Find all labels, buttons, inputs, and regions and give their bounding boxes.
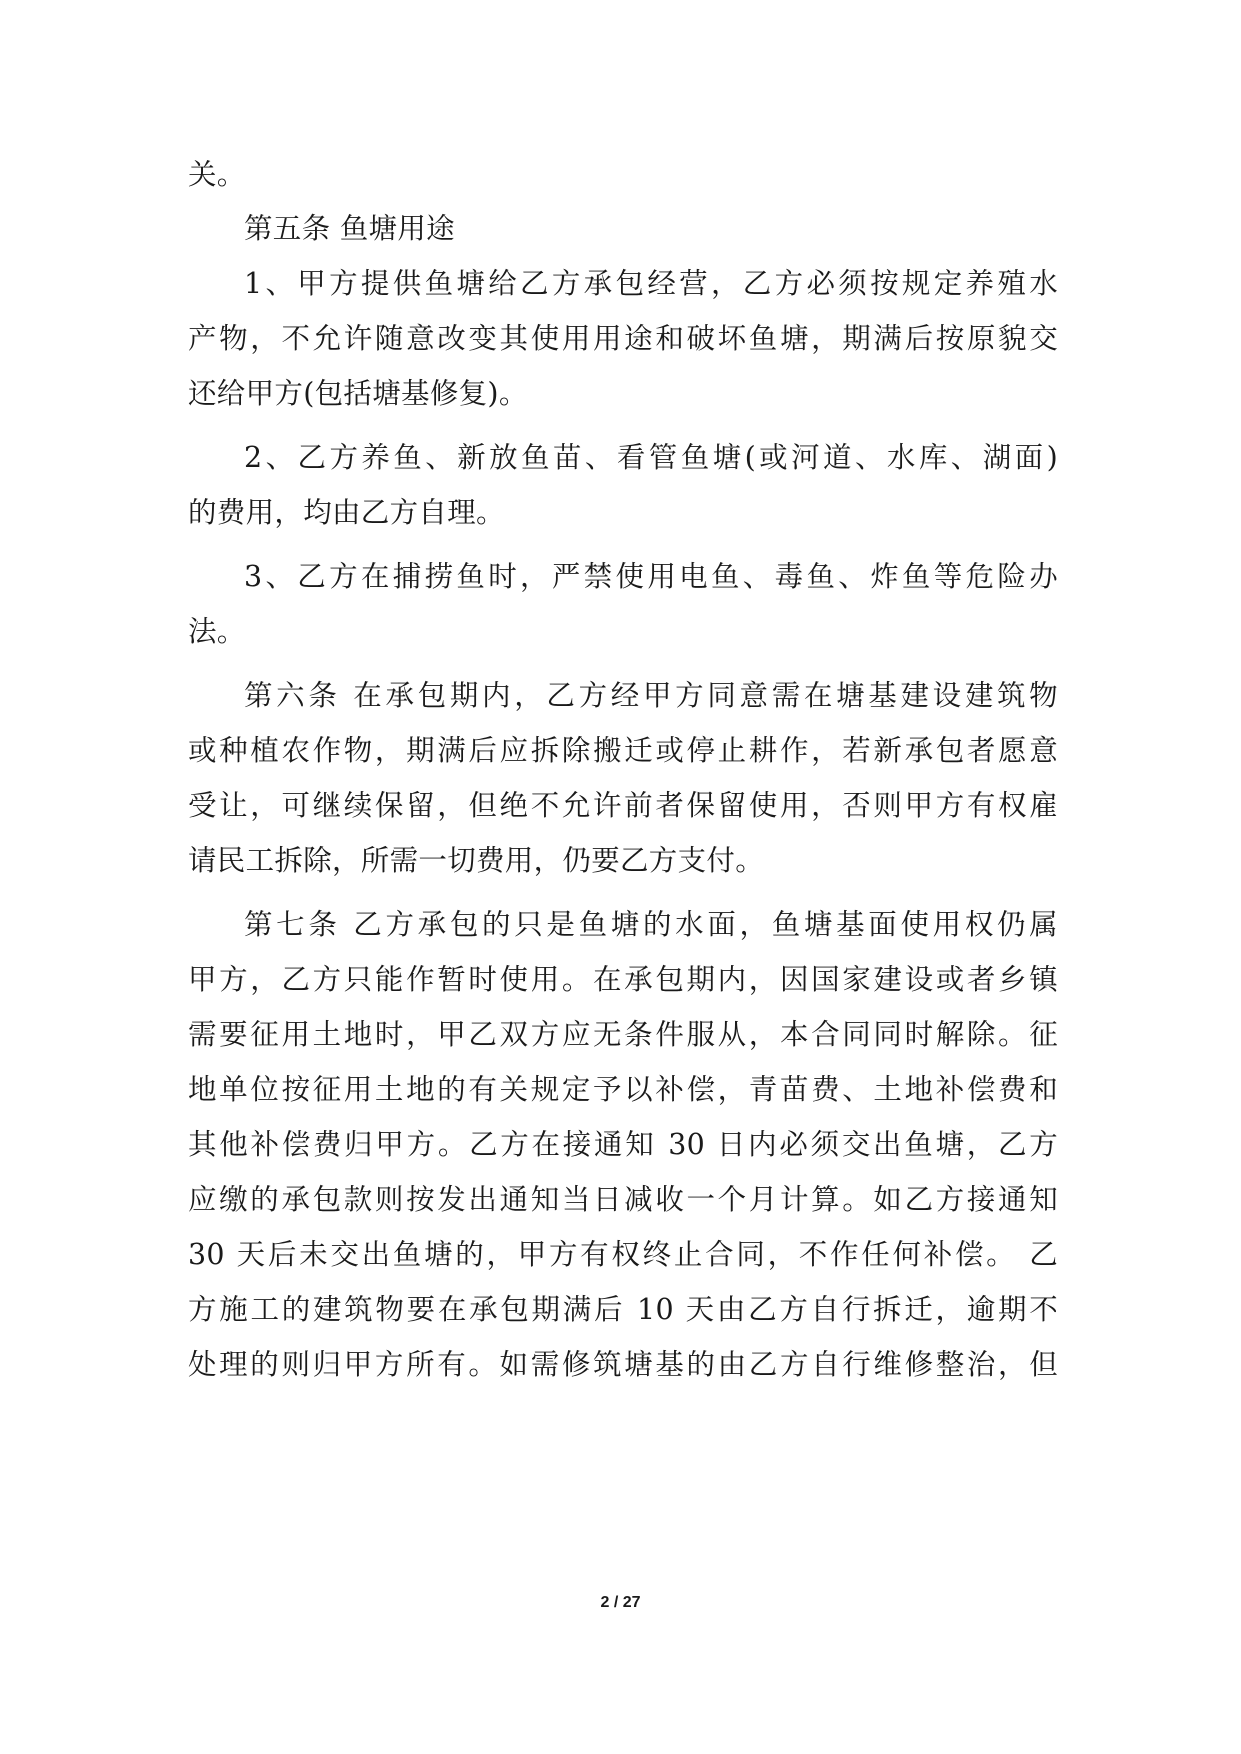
- text-line: 还给甲方(包括塘基修复)。: [188, 377, 528, 410]
- text-line: 法。: [188, 615, 246, 648]
- text-line: 处理的则归甲方所有。如需修筑塘基的由乙方自行维修整治，但: [188, 1348, 1058, 1381]
- text-line: 的费用，均由乙方自理。: [188, 496, 505, 529]
- text-line: 或种植农作物，期满后应拆除搬迁或停止耕作，若新承包者愿意: [188, 734, 1058, 767]
- text-line: 应缴的承包款则按发出通知当日减收一个月计算。如乙方接通知: [188, 1183, 1058, 1216]
- text-line: 1、甲方提供鱼塘给乙方承包经营，乙方必须按规定养殖水: [244, 267, 1058, 300]
- text-line: 受让，可继续保留，但绝不允许前者保留使用，否则甲方有权雇: [188, 789, 1058, 822]
- text-line: 30 天后未交出鱼塘的，甲方有权终止合同，不作任何补偿。 乙: [188, 1238, 1058, 1271]
- text-line: 方施工的建筑物要在承包期满后 10 天由乙方自行拆迁，逾期不: [188, 1293, 1058, 1326]
- text-line: 需要征用土地时，甲乙双方应无条件服从，本合同同时解除。征: [188, 1018, 1058, 1051]
- text-line: 甲方，乙方只能作暂时使用。在承包期内，因国家建设或者乡镇: [188, 963, 1058, 996]
- article-heading: 第七条 乙方承包的只是鱼塘的水面，鱼塘基面使用权仍属: [244, 908, 1058, 941]
- text-line: 2、乙方养鱼、新放鱼苗、看管鱼塘(或河道、水库、湖面): [244, 441, 1058, 474]
- article-heading: 第六条 在承包期内，乙方经甲方同意需在塘基建设建筑物: [244, 679, 1058, 712]
- text-line: 其他补偿费归甲方。乙方在接通知 30 日内必须交出鱼塘，乙方: [188, 1128, 1058, 1161]
- text-line: 产物，不允许随意改变其使用用途和破坏鱼塘，期满后按原貌交: [188, 322, 1058, 355]
- text-line: 地单位按征用土地的有关规定予以补偿，青苗费、土地补偿费和: [188, 1073, 1058, 1106]
- page-number: 2 / 27: [600, 1594, 641, 1611]
- text-line: 3、乙方在捕捞鱼时，严禁使用电鱼、毒鱼、炸鱼等危险办: [244, 560, 1058, 593]
- article-heading: 第五条 鱼塘用途: [244, 212, 455, 245]
- text-line: 请民工拆除，所需一切费用，仍要乙方支付。: [188, 844, 765, 877]
- text-line: 关。: [188, 158, 246, 191]
